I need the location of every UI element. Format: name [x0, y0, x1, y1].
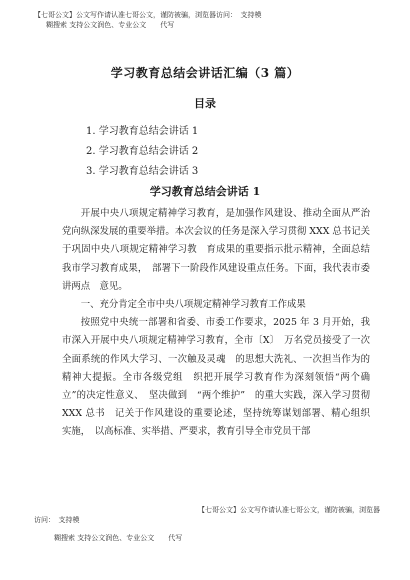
- paragraph-heading-1: 一、充分肯定全市中央八项规定精神学习教育工作成果: [80, 299, 306, 311]
- toc-item-3[interactable]: 3. 学习教育总结会讲话 3: [86, 166, 199, 177]
- toc-item-2[interactable]: 2. 学习教育总结会讲话 2: [86, 146, 199, 157]
- toc-heading: 目录: [194, 97, 216, 110]
- toc-item-1[interactable]: 1. 学习教育总结会讲话 1: [86, 126, 199, 137]
- header-line-1: 【七哥公文】公文写作请认准七哥公文，谨防被骗，浏览器访问： 支持模: [34, 11, 262, 19]
- section-title: 学习教育总结会讲话 1: [149, 185, 261, 198]
- paragraph-intro: 开展中央八项规定精神学习教育，是加强作风建设、推动全面从严治党向纵深发展的重要举措。本次会议的任务是深入学习贯彻 XXX 总书记关于巩固中央八项规定精神学习教 育成果的重要指示批示精神，全面总结我市学习教育成果， 部署下一阶段作风建设重点任务。下面，我代表市委讲两点 意见。: [62, 208, 370, 292]
- table-of-contents: [86, 122, 370, 182]
- header-line-2: 糊搜索 支持公文润色、专业公文 代写: [46, 21, 175, 29]
- document-body: [62, 205, 380, 442]
- page-header-watermark: [34, 10, 380, 30]
- document-title: 学习教育总结会讲话汇编（3 篇）: [110, 66, 300, 80]
- footer-watermark-line-1: 【七哥公文】公文写作请认准七哥公文，谨防被骗，浏览器: [198, 506, 380, 514]
- footer-line-2: 访问： 支持模: [34, 516, 80, 524]
- footer-line-3: 糊搜索 支持公文润色、专业公文 代写: [54, 534, 183, 542]
- paragraph-achievements: 按照党中央统一部署和省委、市委工作要求，2025 年 3 月开始，我市深入开展中央八项规定精神学习教育，全市〔X〕 万名党员接受了一次全面系统的作风大学习、一次触及灵魂 的思想大洗礼、一次担当作为的精神大提振。全市各级党组 织把开展学习教育作为深刻领悟“两个确立”的决定性意义、 坚决做到 “两个维护” 的重大实践，深入学习贯彻 XXX 总书 记关于作风建设的重要论述，坚持统筹谋划部署、精心组织 实施， 以高标准、实举措、严要求，教育引导全市党员干部: [62, 317, 380, 438]
- page-footer-watermark: [34, 505, 380, 543]
